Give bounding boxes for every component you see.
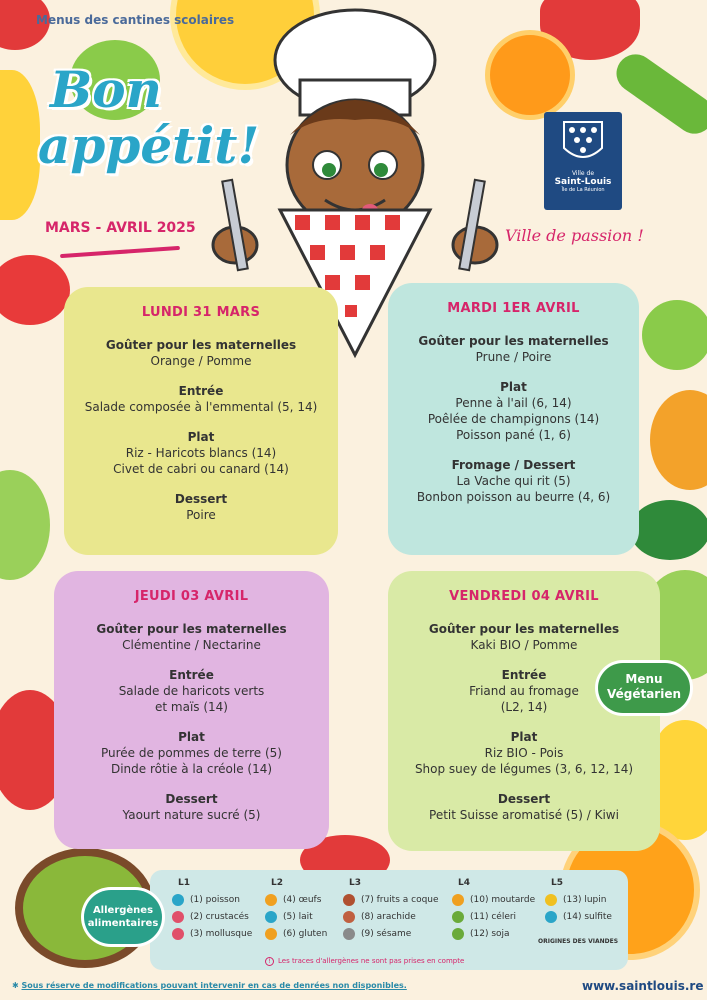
- menu-section: [64, 491, 338, 523]
- menu-item: Purée de pommes de terre (5): [101, 746, 282, 760]
- section-heading: Goûter pour les maternelles: [428, 622, 620, 636]
- allergen-label: (11) céleri: [470, 911, 517, 922]
- allergen-label: (12) soja: [470, 928, 510, 939]
- allergen-label: (14) sulfite: [563, 911, 612, 922]
- allergen-label: (3) mollusque: [190, 928, 253, 939]
- menu-item: Salade de haricots verts: [118, 684, 265, 698]
- menu-section: [54, 621, 329, 653]
- header-top-label: Menus des cantines scolaires: [36, 13, 235, 27]
- section-heading: Plat: [500, 380, 527, 394]
- day-card-monday: [64, 287, 338, 555]
- period-label: MARS - AVRIL 2025: [45, 220, 196, 236]
- allergen-item: [343, 925, 439, 942]
- nut-icon: [343, 894, 355, 906]
- menu-item: Prune / Poire: [475, 350, 552, 364]
- fish-icon: [172, 894, 184, 906]
- menu-section: [388, 791, 660, 823]
- menu-item: Poêlée de champignons (14): [427, 412, 600, 426]
- day-title: JEUDI 03 AVRIL: [134, 589, 249, 604]
- menu-item: Yaourt nature sucré (5): [122, 808, 261, 822]
- section-heading: Plat: [178, 730, 205, 744]
- menu-item: Riz - Haricots blancs (14): [125, 446, 277, 460]
- section-heading: Dessert: [497, 792, 551, 806]
- menu-item: Kaki BIO / Pomme: [470, 638, 578, 652]
- menu-section: [64, 337, 338, 369]
- veg-badge-line2: Végétarien: [606, 687, 682, 701]
- allergen-column-head: L1: [178, 878, 190, 888]
- lupin-icon: [545, 894, 557, 906]
- allergens-badge-line1: Allergènes: [92, 905, 154, 916]
- allergen-column-head: L2: [271, 878, 283, 888]
- menu-item: Poire: [186, 508, 216, 522]
- allergen-column-head: L5: [551, 878, 563, 888]
- allergen-item: [172, 891, 252, 908]
- allergen-column-l3: [343, 878, 439, 942]
- allergen-label: (7) fruits a coque: [361, 894, 439, 905]
- slogan: Ville de passion !: [505, 226, 644, 245]
- allergen-item: [265, 925, 327, 942]
- allergen-warning: [265, 957, 464, 966]
- section-heading: Entrée: [501, 668, 547, 682]
- menu-item: Bonbon poisson au beurre (4, 6): [416, 490, 611, 504]
- footnote: [12, 981, 407, 990]
- section-heading: Fromage / Dessert: [451, 458, 576, 472]
- menu-item: Shop suey de légumes (3, 6, 12, 14): [414, 762, 634, 776]
- section-heading: Goûter pour les maternelles: [418, 334, 609, 348]
- menu-item: et maïs (14): [155, 700, 228, 714]
- menu-section: [388, 457, 639, 505]
- menu-item: Riz BIO - Pois: [484, 746, 564, 760]
- allergen-label: (13) lupin: [563, 894, 607, 905]
- meat-origins-label: ORIGINES DES VIANDES: [538, 938, 619, 945]
- menu-section: [64, 383, 338, 415]
- day-title: VENDREDI 04 AVRIL: [449, 589, 599, 604]
- allergen-item: [452, 908, 535, 925]
- menu-section: [54, 729, 329, 777]
- title-line-2: appétit!: [38, 116, 260, 175]
- allergen-label: (6) gluten: [283, 928, 328, 939]
- allergen-item: [452, 925, 535, 942]
- sulfite-icon: [545, 911, 557, 923]
- egg-icon: [265, 894, 277, 906]
- allergen-item: [172, 925, 252, 942]
- menu-section: [64, 429, 338, 477]
- spinach-decoration: [630, 500, 707, 560]
- logo-sub-text: Île de La Réunion: [561, 187, 605, 193]
- section-heading: Entrée: [178, 384, 224, 398]
- allergen-warning-text: Les traces d'allergènes ne sont pas prises en compte: [278, 957, 465, 965]
- crest-icon: [562, 120, 604, 166]
- allergen-item: [343, 908, 439, 925]
- menu-item: Friand au fromage: [469, 684, 579, 698]
- allergen-column-l2: [265, 878, 327, 942]
- city-logo: [544, 112, 622, 210]
- section-heading: Plat: [510, 730, 538, 744]
- period-underline: [60, 246, 180, 258]
- title-line-1: Bon: [50, 60, 162, 119]
- menu-item: Poisson pané (1, 6): [456, 428, 571, 442]
- mustard-icon: [452, 894, 464, 906]
- day-title: LUNDI 31 MARS: [141, 305, 261, 320]
- allergen-label: (1) poisson: [190, 894, 240, 905]
- allergen-item: [343, 891, 439, 908]
- section-heading: Dessert: [165, 792, 218, 806]
- sesame-icon: [343, 928, 355, 940]
- apple-right-decoration: [642, 300, 707, 370]
- day-card-tuesday: [388, 283, 639, 555]
- peanut-icon: [343, 911, 355, 923]
- milk-icon: [265, 911, 277, 923]
- allergen-label: (9) sésame: [361, 928, 412, 939]
- soy-icon: [452, 928, 464, 940]
- menu-section: [388, 333, 639, 365]
- menu-section: [388, 729, 660, 777]
- menu-section: [54, 791, 329, 823]
- asterisk-icon: ✱: [12, 981, 22, 990]
- menu-section: [388, 379, 639, 443]
- mollusc-icon: [172, 928, 184, 940]
- allergen-item: [452, 891, 535, 908]
- allergen-item: [545, 891, 612, 908]
- section-heading: Goûter pour les maternelles: [96, 622, 287, 636]
- allergen-label: (4) œufs: [283, 894, 322, 905]
- allergen-item: [265, 908, 327, 925]
- allergen-label: (8) arachide: [361, 911, 416, 922]
- menu-item: Dinde rôtie à la créole (14): [110, 762, 273, 776]
- celery-icon: [452, 911, 464, 923]
- footnote-text: Sous réserve de modifications pouvant intervenir en cas de denrées non disponibles.: [21, 981, 407, 990]
- section-heading: Dessert: [174, 492, 228, 506]
- menu-item: Clémentine / Nectarine: [122, 638, 261, 652]
- menu-item: Penne à l'ail (6, 14): [455, 396, 572, 410]
- cabbage-decoration: [0, 470, 50, 580]
- peas-decoration: [609, 47, 707, 141]
- allergens-badge: [84, 890, 162, 944]
- allergens-badge-line2: alimentaires: [87, 918, 159, 929]
- menu-section: [388, 621, 660, 653]
- allergen-item: [172, 908, 252, 925]
- day-card-thursday: [54, 571, 329, 849]
- tomato-decoration: [0, 255, 70, 325]
- pumpkin-decoration: [650, 390, 707, 490]
- veg-badge-line1: Menu: [625, 672, 663, 686]
- menu-item: Civet de cabri ou canard (14): [113, 462, 289, 476]
- allergen-column-head: L3: [349, 878, 361, 888]
- menu-item: (L2, 14): [500, 700, 548, 714]
- allergen-column-l4: [452, 878, 535, 942]
- menu-item: Salade composée à l'emmental (5, 14): [84, 400, 318, 414]
- section-heading: Goûter pour les maternelles: [105, 338, 297, 352]
- logo-small-text: Ville de: [571, 170, 595, 177]
- allergen-item: [265, 891, 327, 908]
- allergen-column-head: L4: [458, 878, 470, 888]
- website-link[interactable]: www.saintlouis.re: [582, 979, 704, 993]
- menu-item: Petit Suisse aromatisé (5) / Kiwi: [429, 808, 619, 822]
- allergen-column-l1: [172, 878, 252, 942]
- warning-icon: !: [265, 957, 274, 966]
- pepper-decoration: [0, 70, 40, 220]
- section-heading: Entrée: [169, 668, 214, 682]
- menu-section: [54, 667, 329, 715]
- day-title: MARDI 1ER AVRIL: [447, 301, 580, 316]
- vegetarian-menu-badge: [598, 663, 690, 713]
- logo-city-name: Saint-Louis: [554, 177, 612, 187]
- allergen-label: (2) crustacés: [190, 911, 249, 922]
- corn-decoration: [655, 720, 707, 840]
- section-heading: Plat: [187, 430, 215, 444]
- menu-item: Orange / Pomme: [150, 354, 252, 368]
- allergen-item: [545, 908, 612, 925]
- allergen-label: (5) lait: [283, 911, 313, 922]
- allergen-column-l5: [545, 878, 612, 925]
- menu-item: La Vache qui rit (5): [456, 474, 571, 488]
- crustacean-icon: [172, 911, 184, 923]
- gluten-icon: [265, 928, 277, 940]
- allergen-label: (10) moutarde: [470, 894, 536, 905]
